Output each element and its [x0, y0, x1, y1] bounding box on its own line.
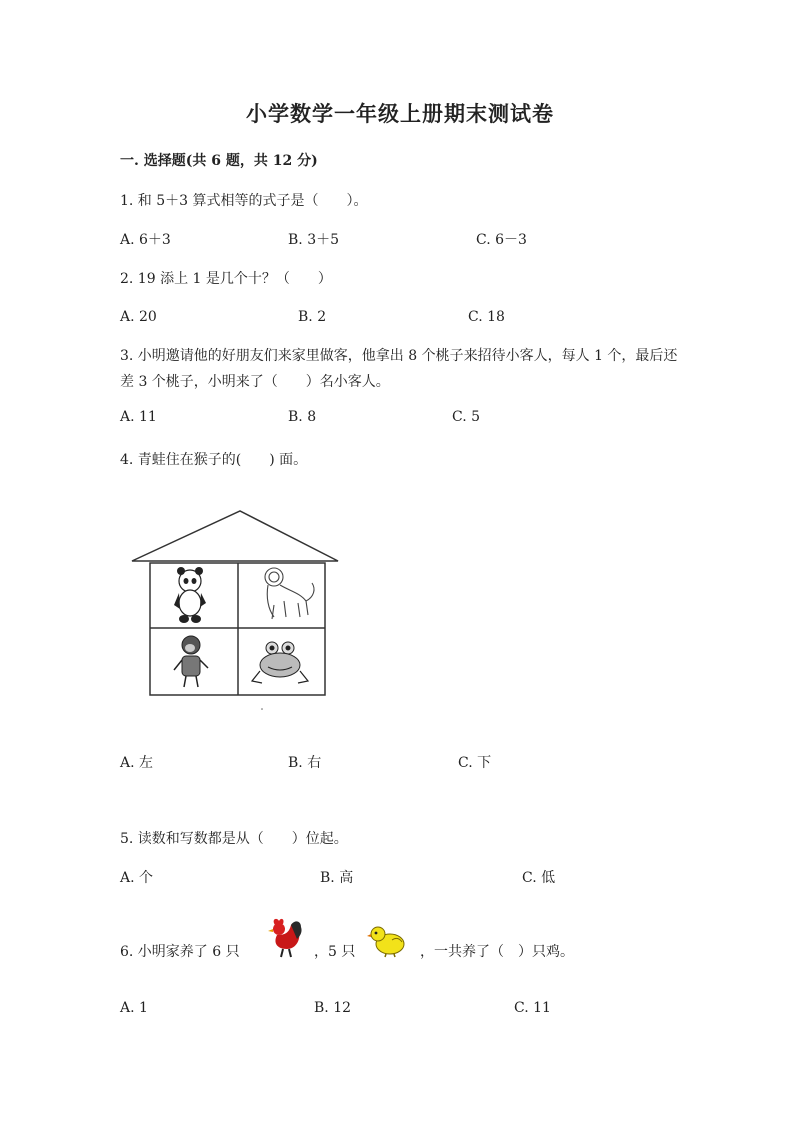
q5-option-b: B. 高 [320, 870, 354, 886]
panda-icon [174, 567, 206, 623]
question-1: 1. 和 5＋3 算式相等的式子是（ ）。 [120, 193, 368, 209]
q1-option-a: A. 6＋3 [120, 232, 171, 248]
q4-option-a: A. 左 [120, 755, 154, 771]
frog-icon [252, 642, 308, 683]
question-5: 5. 读数和写数都是从（ ）位起。 [120, 831, 348, 847]
q5-option-a: A. 个 [120, 870, 154, 886]
rooster-icon [263, 915, 305, 959]
q2-option-c: C. 18 [468, 309, 505, 325]
q4-option-b: B. 右 [288, 755, 322, 771]
q3-option-c: C. 5 [452, 409, 481, 425]
house-grid-picture [128, 505, 343, 710]
q3-option-b: B. 8 [288, 409, 317, 425]
q2-option-a: A. 20 [120, 309, 157, 325]
monkey-icon [174, 636, 208, 687]
page-title: 小学数学一年级上册期末测试卷 [246, 101, 554, 126]
lion-icon [265, 568, 314, 619]
question-6-part-1: 6. 小明家养了 6 只 [120, 944, 240, 960]
q6-option-b: B. 12 [314, 1000, 352, 1016]
q6-option-a: A. 1 [120, 1000, 148, 1016]
section-heading: 一. 选择题(共 6 题，共 12 分) [120, 153, 318, 169]
question-6-part-3: ，一共养了（ ）只鸡。 [420, 944, 574, 960]
q1-option-b: B. 3＋5 [288, 232, 340, 248]
chick-icon [366, 922, 410, 958]
question-2: 2. 19 添上 1 是几个十？（ ） [120, 271, 332, 287]
question-4: 4. 青蛙住在猴子的( ) 面。 [120, 452, 308, 468]
q1-option-c: C. 6－3 [476, 232, 527, 248]
q6-option-c: C. 11 [514, 1000, 551, 1016]
question-6-part-2: ，5 只 [314, 944, 356, 960]
q3-option-a: A. 11 [120, 409, 157, 425]
question-3: 3. 小明邀请他的好朋友们来家里做客，他拿出 8 个桃子来招待小客人，每人 1 个，最后还差 3 个桃子，小明来了（ ）名小客人。 [120, 348, 678, 390]
q2-option-b: B. 2 [298, 309, 327, 325]
q4-option-c: C. 下 [458, 755, 492, 771]
q5-option-c: C. 低 [522, 870, 556, 886]
